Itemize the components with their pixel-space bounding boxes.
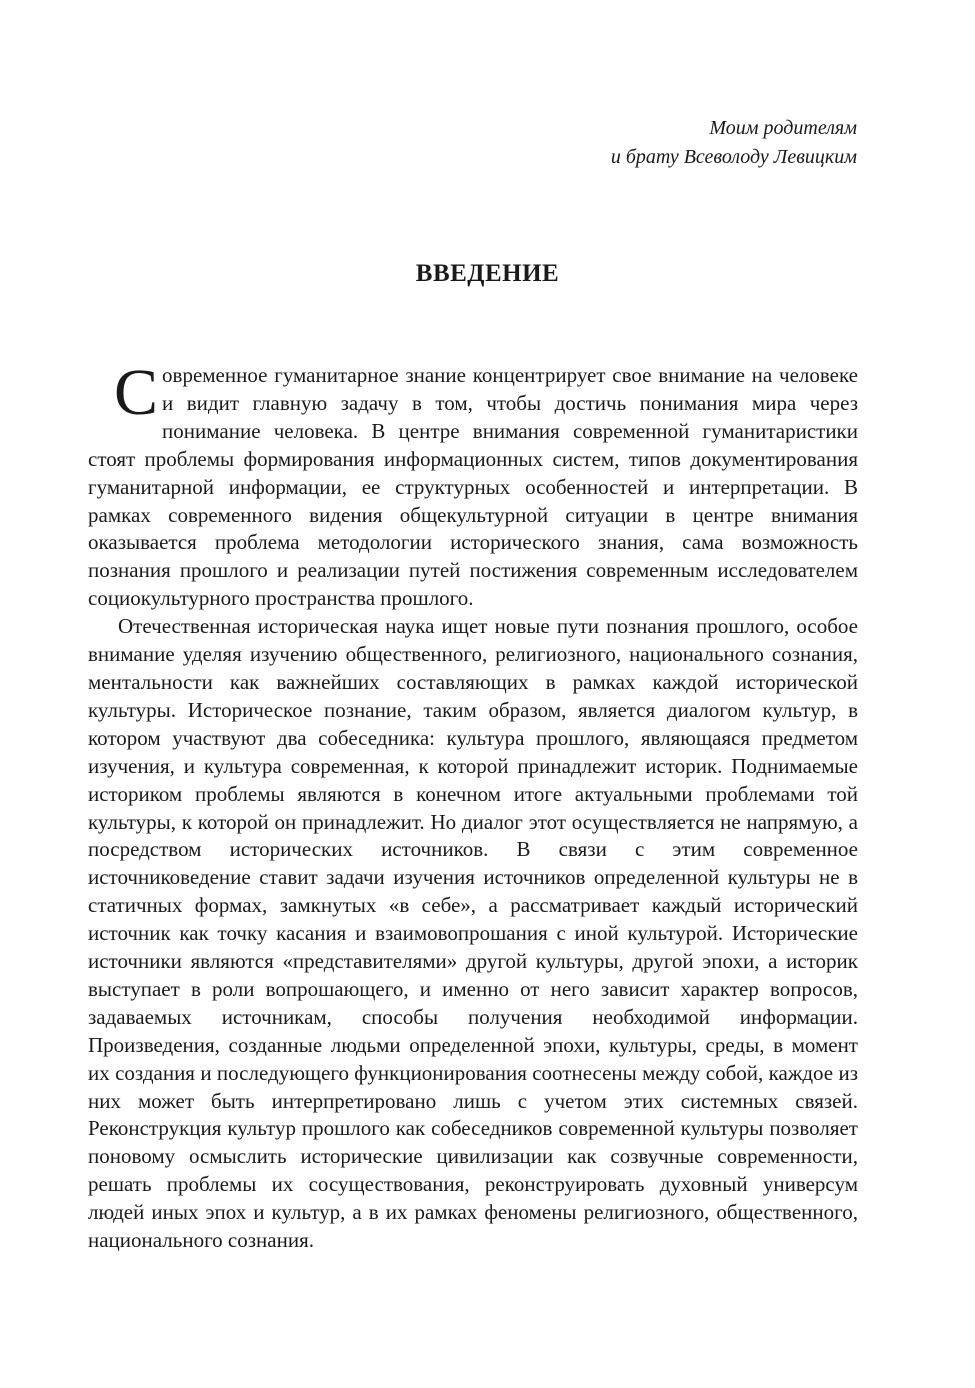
dedication-line-1: Моим родителям (709, 117, 857, 139)
paragraph-2: Отечественная историческая наука ищет новые пути познания прошлого, особое внимание уделяя изучению общественного, религиозного, национального сознания, ментальности как важнейших составляющих в рамках каждой исторической культуры. Историческое познание, таким образом, является диалогом культур, в котором участвуют два собеседника: культура прошлого, являющаяся предметом изучения, и культура современная, к которой принадлежит историк. Поднимаемые историком проблемы являются в конечном итоге актуальными проблемами той культуры, к которой он принадлежит. Но диалог этот осуществляется не напрямую, а посредством исторических источников. В связи с этим современное источниковедение ставит задачи изучения источников определенной культуры не в статичных формах, замкнутых «в себе», а рассматривает каждый исторический источник как точку касания и взаимовопрошания с иной культурой. Исторические источники являются «представителями» другой культуры, другой эпохи, а историк выступает в роли вопрошающего, и именно от него зависит характер вопросов, задаваемых источникам, способы получения необходимой информации. Произведения, созданные людьми определенной эпохи, культуры, среды, в момент их создания и последующего функционирования соотнесены между собой, каждое из них может быть интерпретировано лишь с учетом этих системных связей. Реконструкция культур прошлого как собеседников современной культуры позволяет поновому осмыслить исторические цивилизации как созвучные современности, решать проблемы их сосуществования, реконструировать духовный универсум людей иных эпох и культур, а в их рамках феномены религиозного, общественного, национального сознания. (88, 614, 858, 1253)
dedication (611, 114, 857, 172)
chapter-title: ВВЕДЕНИЕ (415, 260, 560, 287)
dedication-line-2: и брату Всеволоду Левицким (610, 146, 857, 168)
paragraph-1-text: овременное гуманитарное знание концентрирует свое внимание на человеке и видит главную задачу в том, чтобы достичь понимания мира через понимание человека. В центре внимания современной гуманитаристики стоят проблемы формирования информационных систем, типов документирования гуманитарной информации, ее структурных особенностей и интерпретации. В рамках современного видения общекультурной ситуации в центре внимания оказывается проблема методологии исторического знания, сама возможность познания прошлого и реализации путей постижения современным исследователем социокультурного пространства прошлого. (88, 363, 858, 611)
text-body (88, 356, 858, 1255)
paragraph-1 (88, 356, 858, 613)
drop-cap: С (114, 356, 159, 429)
